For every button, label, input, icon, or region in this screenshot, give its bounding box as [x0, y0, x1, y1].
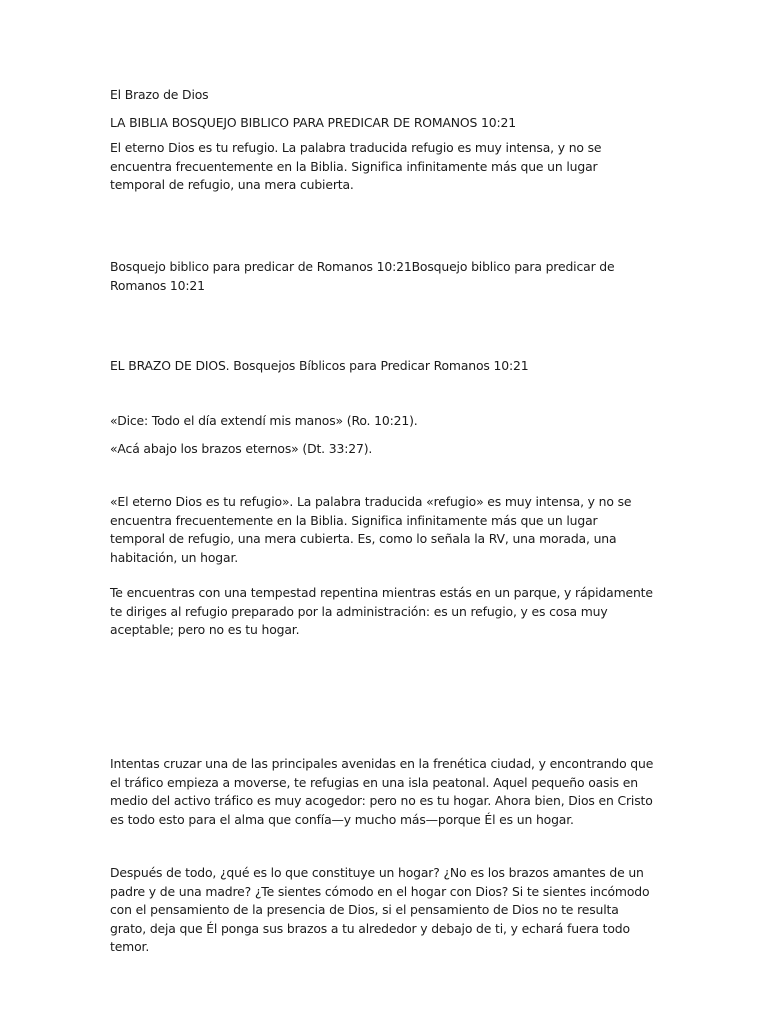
paragraph-refugio: «El eterno Dios es tu refugio». La palabra traducida «refugio» es muy intensa, y no se encuentra frecuentemente en la Biblia. Significa infinitamente más que un lugar temporal de refugio, una mera cubierta. Es, como lo señala la RV, una morada, una habitación, un hogar.: [110, 494, 632, 565]
paragraph-avenidas: Intentas cruzar una de las principales avenidas en la frenética ciudad, y encontrando que el tráfico empieza a moverse, te refugias en una isla peatonal. Aquel pequeño oasis en medio del activo tráfico es muy acogedor: pero no es tu hogar. Ahora bien, Dios en Cristo es todo esto para el alma que confía—y mucho más—porque Él es un hogar.: [110, 756, 654, 827]
paragraph-quote-deuteronomy: «Acá abajo los brazos eternos» (Dt. 33:27).: [110, 441, 373, 456]
paragraph-hogar: Después de todo, ¿qué es lo que constituye un hogar? ¿No es los brazos amantes de un padre y de una madre? ¿Te sientes cómodo en el hogar con Dios? Si te sientes incómodo con el pensamiento de la presencia de Dios, si el pensamiento de Dios no te resulta grato, deja que Él ponga sus brazos a tu alrededor y debajo de ti, y echará fuera todo temor.: [110, 865, 650, 955]
paragraph-intro: El eterno Dios es tu refugio. La palabra traducida refugio es muy intensa, y no se encuentra frecuentemente en la Biblia. Significa infinitamente más que un lugar temporal de refugio, una mera cubierta.: [110, 140, 602, 193]
paragraph-section-heading: EL BRAZO DE DIOS. Bosquejos Bíblicos para Predicar Romanos 10:21: [110, 358, 529, 373]
paragraph-quote-romans: «Dice: Todo el día extendí mis manos» (Ro. 10:21).: [110, 413, 418, 428]
document-subtitle: LA BIBLIA BOSQUEJO BIBLICO PARA PREDICAR DE ROMANOS 10:21: [110, 115, 516, 130]
document-title: El Brazo de Dios: [110, 87, 209, 102]
paragraph-tempestad: Te encuentras con una tempestad repentina mientras estás en un parque, y rápidamente te diriges al refugio preparado por la administración: es un refugio, y es cosa muy aceptable; pero no es tu hogar.: [110, 585, 653, 638]
paragraph-bosquejo-heading: Bosquejo biblico para predicar de Romanos 10:21Bosquejo biblico para predicar de Romanos 10:21: [110, 259, 615, 293]
